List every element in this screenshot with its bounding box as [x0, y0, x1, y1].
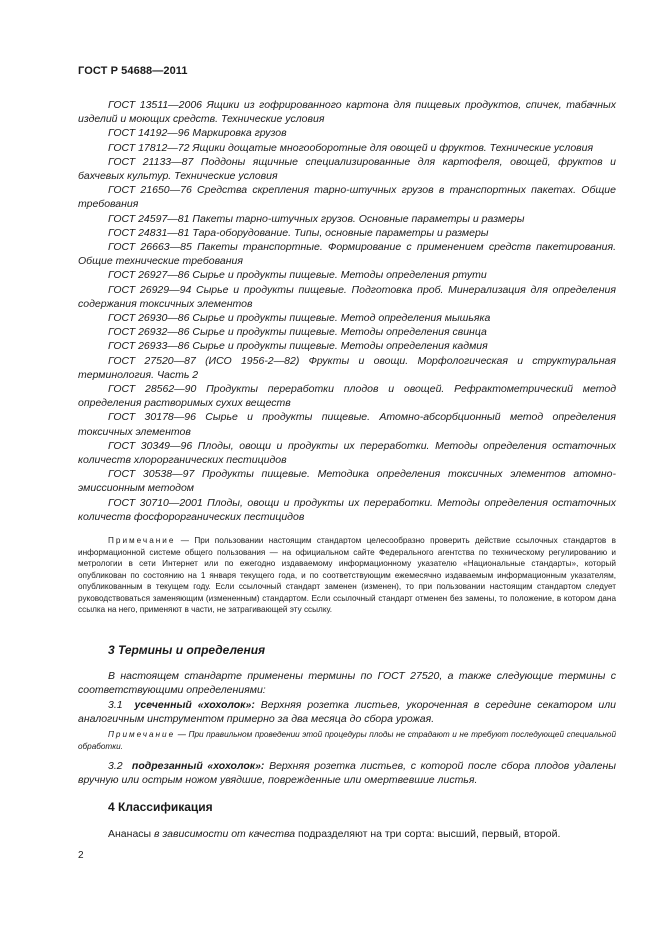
- reference-item: ГОСТ 30538—97 Продукты пищевые. Методика определения токсичных элементов атомно-эмиссионным методом: [78, 468, 616, 495]
- note2-label: Примечание: [108, 730, 176, 739]
- def1-text: Верхняя розетка листьев, укороченная в середине секатором или аналогичным инструментом примерно за два месяца до сбора урожая.: [78, 699, 616, 726]
- def2-number: 3.2: [108, 760, 123, 772]
- page-number: 2: [78, 850, 84, 861]
- reference-item: ГОСТ 14192—96 Маркировка грузов: [108, 127, 287, 140]
- classif-part-b: в зависимости от качества: [154, 828, 296, 840]
- def2-term: подрезанный «хохолок»:: [131, 760, 265, 772]
- reference-item: ГОСТ 26927—86 Сырье и продукты пищевые. Методы определения ртути: [108, 269, 487, 282]
- reference-item: ГОСТ 24597—81 Пакеты тарно-штучных грузов. Основные параметры и размеры: [108, 212, 525, 225]
- reference-item: ГОСТ 28562—90 Продукты переработки плодов и овощей. Рефрактометрический метод определения растворимых сухих веществ: [78, 383, 616, 410]
- references-note: [78, 535, 616, 616]
- intro-text: В настоящем стандарте применены термины по ГОСТ 27520, а также следующие термины с соответствующими определениями:: [78, 670, 616, 697]
- classification-text: [108, 827, 616, 841]
- section-3-heading: 3 Термины и определения: [108, 643, 266, 657]
- normative-references-list: [78, 98, 616, 524]
- document-header: ГОСТ Р 54688—2011: [78, 65, 188, 77]
- reference-item: ГОСТ 30178—96 Сырье и продукты пищевые. Атомно-абсорбционный метод определения токсичных элементов: [78, 411, 616, 438]
- section-3-intro: [78, 669, 616, 697]
- reference-item: ГОСТ 30349—96 Плоды, овощи и продукты их переработки. Методы определения остаточных количеств хлорорганических пестицидов: [78, 439, 616, 467]
- def2-text: Верхняя розетка листьев, с которой после сбора плодов удалены вручную или острым ножом увядшие, поврежденные или омертвевшие листья.: [78, 760, 616, 787]
- classif-part-c: подразделяют на три сорта: высший, первый, второй.: [295, 828, 561, 840]
- reference-item: ГОСТ 24831—81 Тара-оборудование. Типы, основные параметры и размеры: [108, 226, 489, 239]
- def1-number: 3.1: [108, 699, 123, 711]
- reference-item: ГОСТ 30710—2001 Плоды, овощи и продукты их переработки. Методы определения остаточных количеств фосфорорганических пестицидов: [78, 496, 616, 523]
- reference-item: ГОСТ 21650—76 Средства скрепления тарно-штучных грузов в транспортных пакетах. Общие требования: [78, 184, 616, 211]
- note-label: Примечание: [108, 536, 176, 545]
- definition-3-1: [78, 698, 616, 726]
- reference-item: ГОСТ 21133—87 Поддоны ящичные специализированные для картофеля, овощей, фруктов и бахчевых культур. Технические условия: [78, 155, 616, 183]
- reference-item: ГОСТ 27520—87 (ИСО 1956-2—82) Фрукты и овощи. Морфологическая и структуральная терминология. Часть 2: [78, 354, 616, 381]
- definition-note: [78, 729, 616, 753]
- note2-text: — При правильном проведении этой процедуры плоды не страдают и не требуют последующей специальной обработки.: [78, 730, 616, 751]
- reference-item: ГОСТ 26929—94 Сырье и продукты пищевые. Подготовка проб. Минерализация для определения содержания токсичных элементов: [78, 283, 616, 310]
- reference-item: ГОСТ 26933—86 Сырье и продукты пищевые. Методы определения кадмия: [108, 340, 488, 353]
- classif-part-a: Ананасы: [108, 828, 154, 840]
- def1-term: усеченный «хохолок»:: [134, 699, 255, 711]
- section-4-heading: 4 Классификация: [108, 800, 213, 814]
- reference-item: ГОСТ 13511—2006 Ящики из гофрированного картона для пищевых продуктов, спичек, табачных изделий и моющих средств. Технические условия: [78, 99, 616, 126]
- definition-3-2: [78, 759, 616, 787]
- reference-item: ГОСТ 26663—85 Пакеты транспортные. Формирование с применением средств пакетирования. Общие технические требования: [78, 241, 616, 268]
- reference-item: ГОСТ 26930—86 Сырье и продукты пищевые. Метод определения мышьяка: [108, 312, 491, 325]
- reference-item: ГОСТ 17812—72 Ящики дощатые многооборотные для овощей и фруктов. Технические условия: [108, 141, 594, 154]
- note-text: — При пользовании настоящим стандартом целесообразно проверить действие ссылочных стандартов в информационной системе общего пользования — на официальном сайте Федерального агентства по техническому регулированию и метрологии в сети Интернет или по ежегодно издаваемому информационному указателю «Национальные стандарты», который опубликован по состоянию на 1 января текущего года, и по соответствующим ежемесячно издаваемым информационным указателям, опубликованным в текущем году. Если ссылочный стандарт заменен (изменен), то при пользовании настоящим стандартом следует руководствоваться заменяющим (измененным) стандартом. Если ссылочный стандарт отменен без замены, то положение, в котором дана ссылка на него, применяют в части, не затрагивающей эту ссылку.: [78, 536, 616, 615]
- reference-item: ГОСТ 26932—86 Сырье и продукты пищевые. Методы определения свинца: [108, 326, 487, 339]
